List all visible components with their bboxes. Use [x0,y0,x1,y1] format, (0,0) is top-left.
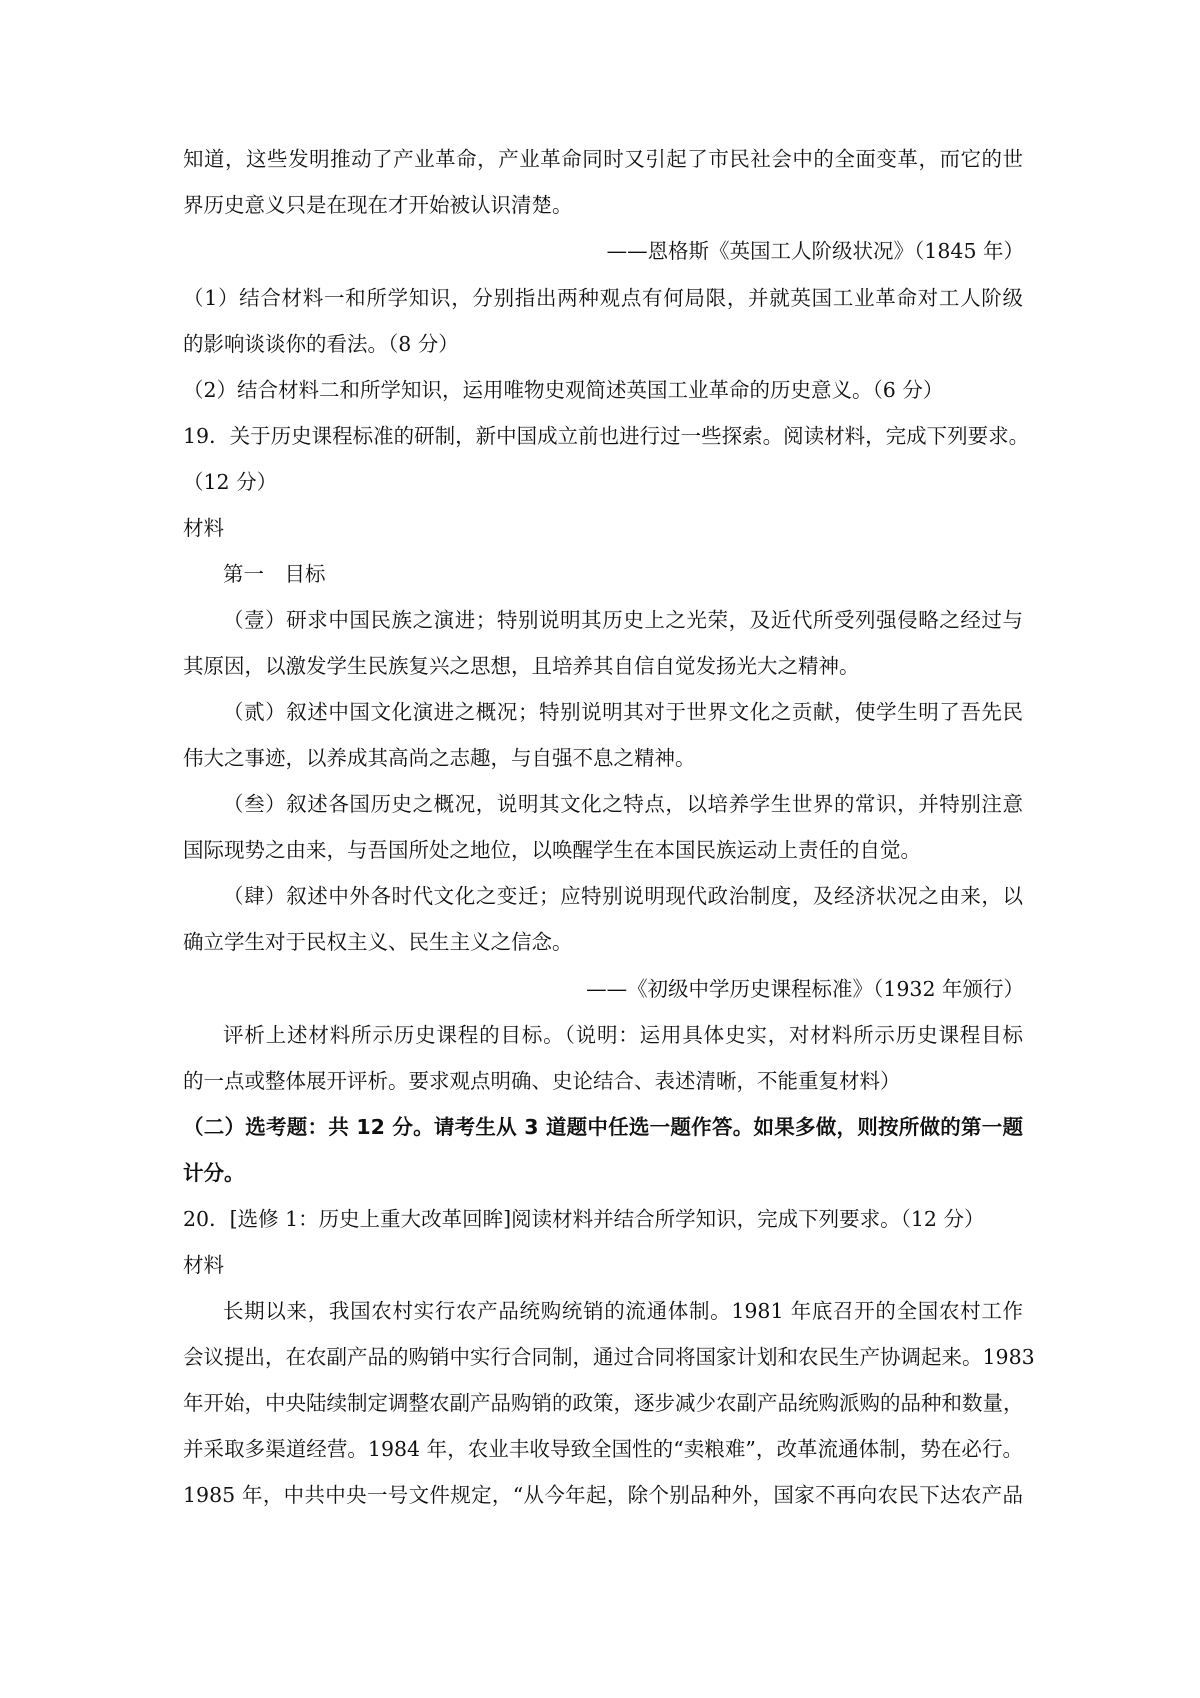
question-heading: 19．关于历史课程标准的研制，新中国成立前也进行过一些探索。阅读材料，完成下列要求。 [183,424,1030,448]
text-line: 年开始，中央陆续制定调整农副产品购销的政策，逐步减少农副产品统购派购的品种和数量， [183,1391,1024,1415]
material-label: 材料 [183,1253,224,1277]
question-line: 的影响谈谈你的看法。（8 分） [183,332,459,356]
text-line: （壹）研求中国民族之演进；特别说明其历史上之光荣，及近代所受列强侵略之经过与 [223,608,1023,632]
citation: ——恩格斯《英国工人阶级状况》（1845 年） [606,239,1024,263]
question-line: 评析上述材料所示历史课程的目标。（说明：运用具体史实，对材料所示历史课程目标 [223,1023,1023,1047]
text-line: 知道，这些发明推动了产业革命，产业革命同时又引起了市民社会中的全面变革，而它的世 [183,147,1023,171]
text-line: （贰）叙述中国文化演进之概况；特别说明其对于世界文化之贡献，使学生明了吾先民 [223,700,1023,724]
text-line: 其原因，以激发学生民族复兴之思想，且培养其自信自觉发扬光大之精神。 [183,654,860,678]
section-heading: （二）选考题：共 12 分。请考生从 3 道题中任选一题作答。如果多做，则按所做的第一题 [183,1115,1023,1139]
question-heading: 20．[选修 1：历史上重大改革回眸]阅读材料并结合所学知识，完成下列要求。（12 分） [183,1207,985,1231]
text-line: （肆）叙述中外各时代文化之变迁；应特别说明现代政治制度，及经济状况之由来，以 [223,884,1023,908]
section-heading: 计分。 [183,1161,245,1185]
text-line: 长期以来，我国农村实行农产品统购统销的流通体制。1981 年底召开的全国农村工作 [223,1299,1023,1323]
text-line: 伟大之事迹，以养成其高尚之志趣，与自强不息之精神。 [183,746,696,770]
citation: ——《初级中学历史课程标准》（1932 年颁行） [586,977,1024,1001]
text-line: 界历史意义只是在现在才开始被认识清楚。 [183,193,573,217]
material-label: 材料 [183,516,224,540]
text-line: （叁）叙述各国历史之概况，说明其文化之特点，以培养学生世界的常识，并特别注意 [223,792,1023,816]
text-line: 并采取多渠道经营。1984 年，农业丰收导致全国性的“卖粮难”，改革流通体制，势在必行。 [183,1437,1023,1461]
question-line: （1）结合材料一和所学知识，分别指出两种观点有何局限，并就英国工业革命对工人阶级 [183,286,1023,310]
section-title: 第一 目标 [223,562,326,586]
text-line: 确立学生对于民权主义、民生主义之信念。 [183,930,573,954]
text-line: 国际现势之由来，与吾国所处之地位，以唤醒学生在本国民族运动上责任的自觉。 [183,838,921,862]
text-line: 1985 年，中共中央一号文件规定，“从今年起，除个别品种外，国家不再向农民下达农产品 [183,1483,1023,1507]
question-score: （12 分） [183,470,278,494]
text-line: 会议提出，在农副产品的购销中实行合同制，通过合同将国家计划和农民生产协调起来。1983 [183,1345,1035,1369]
question-line: （2）结合材料二和所学知识，运用唯物史观简述英国工业革命的历史意义。（6 分） [183,378,944,402]
question-line: 的一点或整体展开评析。要求观点明确、史论结合、表述清晰，不能重复材料） [183,1069,901,1093]
